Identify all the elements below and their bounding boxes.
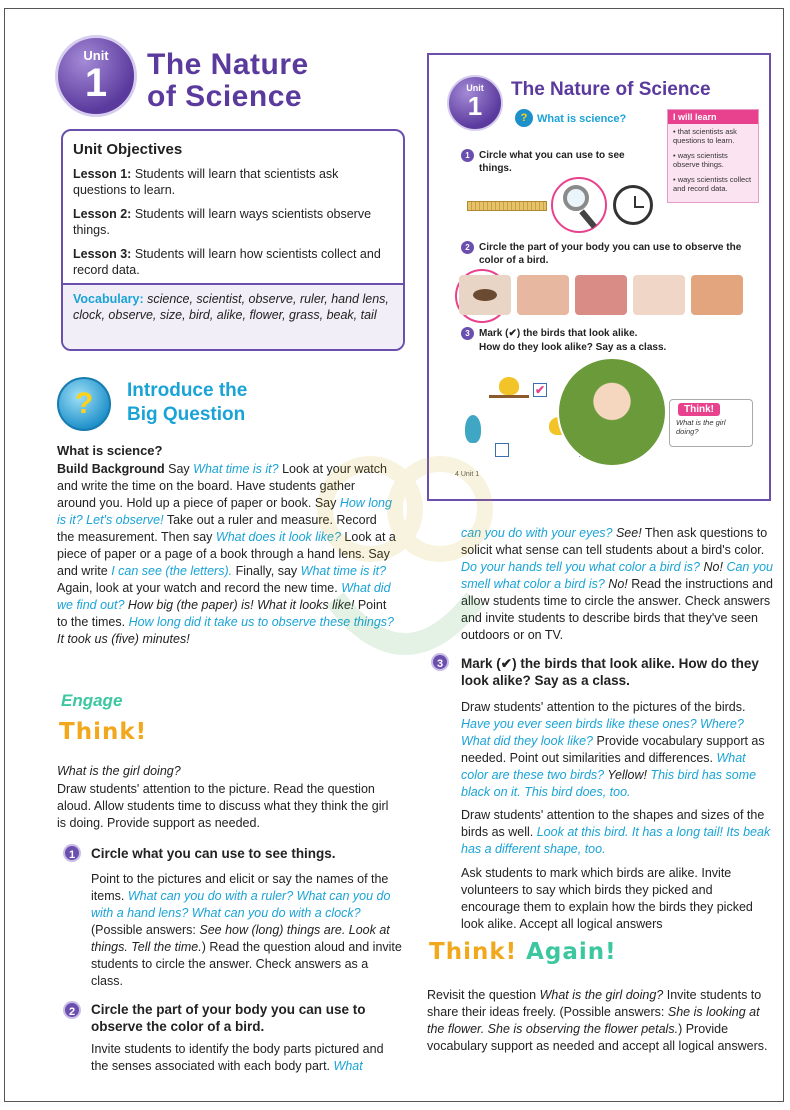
step-2-paragraph-continued: can you do with your eyes? See! Then ask questions to solicit what sense can tell students about a bird's color. Do your hands tell you what color a bird is? No! Can you smell what color a bird is? No! Read the instructions and allow students time to circle the answer. Check answers and invite students to describe birds that they've seen outdoors or on TV. <box>461 526 773 642</box>
step-3-paragraph-2: Draw students' attention to the shapes and sizes of the birds as well. Look at this bird. It has a long tail! Its beak has a different shape, too. <box>461 808 771 856</box>
objectives-heading: Unit Objectives <box>73 141 183 158</box>
lesson-3 <box>63 242 403 282</box>
mini-step-3-text-1: Mark (✔) the birds that look alike. <box>479 328 638 339</box>
step-3-paragraph-1: Draw students' attention to the pictures of the birds. Have you ever seen birds like these ones? Where? What did they look like? Provide vocabulary support as needed. Point out similarities and differences. What color are these two birds? Yellow! This bird has some black on it. This bird does, too. <box>461 700 765 799</box>
lesson-1 <box>63 162 403 202</box>
teacher-guide-page <box>4 8 784 1102</box>
step-1-number: 1 <box>63 844 81 862</box>
i-will-learn-box <box>667 109 759 203</box>
i-will-learn-item: • ways scientists collect and record data. <box>673 175 752 193</box>
engage-question <box>57 763 397 780</box>
big-question-title <box>127 379 247 427</box>
big-question-title-line-1: Introduce the <box>127 380 248 401</box>
mini-step-2-number: 2 <box>461 241 474 254</box>
step-2-paragraph-start: Invite students to identify the body parts pictured and the senses associated with each body part. What <box>91 1042 384 1073</box>
eye-picture <box>459 275 511 315</box>
think-logo: Think! <box>59 719 148 745</box>
student-page-thumbnail <box>427 53 771 501</box>
lesson-1-label: Lesson 1: <box>73 167 132 181</box>
i-will-learn-item: • that scientists ask questions to learn. <box>673 127 737 145</box>
unit-badge <box>55 35 137 117</box>
mini-think-label: Think! <box>678 403 720 416</box>
build-background-paragraph: Build Background Say What time is it? Look at your watch and write the time on the board. Have students gather around you. Hold up a piece of paper or book. Say How long is it? Let's observe! Take out a ruler and measure. Record the measurement. Then say What does it look like? Look at a piece of paper or a page of a book through a hand lens. Say and write I can see (the letters). Finally, say What time is it? Again, look at your watch and record the new time. What did we find out? How big (the paper) is! What it looks like! Point to the times. How long did it take us to observe these things? It took us (five) minutes! <box>57 462 396 646</box>
step-1-paragraph: Point to the pictures and elicit or say the names of the items. What can you do with a ruler? What can you do with a hand lens? What can you do with a clock? (Possible answers: See how (long) things are. Look at things. Tell the time.) Read the question aloud and invite students to circle the answer. Check answers as a class. <box>91 872 402 988</box>
mini-step-3-number: 3 <box>461 327 474 340</box>
think-again-logo <box>429 939 617 965</box>
engage-intro: Draw students' attention to the picture. Read the question aloud. Allow students time to discuss what they think the girl is doing. Provide support as needed. <box>57 782 389 830</box>
think-again-paragraph: Revisit the question What is the girl doing? Invite students to share their ideas freely. (Possible answers: She is looking at the flower. She is observing the flower petals.) Provide vocabulary support as needed and accept all logical answers. <box>427 988 768 1053</box>
step-3-number: 3 <box>431 653 449 671</box>
vocabulary-box <box>63 283 403 349</box>
hand-lens-picture <box>551 177 607 233</box>
branch <box>489 395 529 398</box>
lesson-2 <box>63 202 403 242</box>
mini-think-box <box>669 399 753 447</box>
mini-step-2-text: Circle the part of your body you can use to observe the color of a bird. <box>479 242 742 266</box>
mini-unit-badge <box>447 75 503 131</box>
title-line-1: The Nature <box>147 48 309 81</box>
mini-step-1-text: Circle what you can use to see things. <box>479 150 625 174</box>
unit-objectives-box <box>61 129 405 351</box>
clock-picture <box>613 185 653 225</box>
i-will-learn-item: • ways scientists observe things. <box>673 151 728 169</box>
unit-number: 1 <box>84 61 108 105</box>
big-question-title-line-2: Big Question <box>127 404 246 425</box>
lesson-1-text: Students will learn that scientists ask questions to learn. <box>73 167 339 197</box>
hand-picture <box>633 275 685 315</box>
ruler-picture <box>467 201 547 211</box>
build-background-label: Build Background <box>57 462 165 476</box>
mini-unit-label: Unit <box>466 83 484 93</box>
think-again-label-2: Again! <box>526 939 617 965</box>
mini-question: What is science? <box>537 113 627 125</box>
mini-question-icon: ? <box>515 109 533 127</box>
think-again-label-1: Think! <box>429 939 518 965</box>
mini-step-3-text-2: How do they look alike? Say as a class. <box>479 342 667 353</box>
bird-2-checkbox <box>495 443 509 457</box>
mouth-picture <box>575 275 627 315</box>
engage-question-text: What is the girl doing? <box>57 764 181 778</box>
mini-step-1-number: 1 <box>461 149 474 162</box>
step-2-heading: Circle the part of your body you can use to observe the color of a bird. <box>91 1002 366 1034</box>
step-3-paragraph-3: Ask students to mark which birds are alike. Invite volunteers to say which birds they picked and encourage them to explain how the birds they picked look alike. Accept all logical answers <box>461 866 753 931</box>
step-1-heading: Circle what you can use to see things. <box>91 846 336 861</box>
page-title <box>147 49 309 113</box>
nose-picture <box>691 275 743 315</box>
mini-title: The Nature of Science <box>511 79 711 100</box>
step-3-heading: Mark (✔) the birds that look alike. How do they look alike? Say as a class. <box>461 656 759 688</box>
mini-think-question: What is the girl doing? <box>676 418 726 436</box>
vocabulary-label: Vocabulary: <box>73 292 144 306</box>
what-is-science-heading: What is science? <box>57 443 163 458</box>
ear-picture <box>517 275 569 315</box>
title-line-2: of Science <box>147 80 303 113</box>
bird-1-checkbox: ✔ <box>534 383 546 397</box>
engage-heading: Engage <box>61 691 123 710</box>
mini-footer: 4 Unit 1 <box>455 471 480 478</box>
i-will-learn-heading: I will learn <box>668 110 758 124</box>
vocabulary-text: science, scientist, observe, ruler, hand lens, clock, observe, size, bird, alike, flower, grass, beak, tail <box>73 292 389 322</box>
step-2-number: 2 <box>63 1001 81 1019</box>
yellow-bird-1-picture <box>499 377 519 395</box>
lesson-2-label: Lesson 2: <box>73 207 132 221</box>
girl-with-lens-picture <box>557 357 667 467</box>
blue-bird-picture <box>465 415 481 443</box>
lesson-3-label: Lesson 3: <box>73 247 132 261</box>
lesson-2-text: Students will learn ways scientists observe things. <box>73 207 372 237</box>
unit-label: Unit <box>83 48 109 63</box>
lesson-3-text: Students will learn how scientists collect and record data. <box>73 247 381 277</box>
big-question-icon: ? <box>57 377 111 431</box>
mini-unit-number: 1 <box>467 91 483 121</box>
